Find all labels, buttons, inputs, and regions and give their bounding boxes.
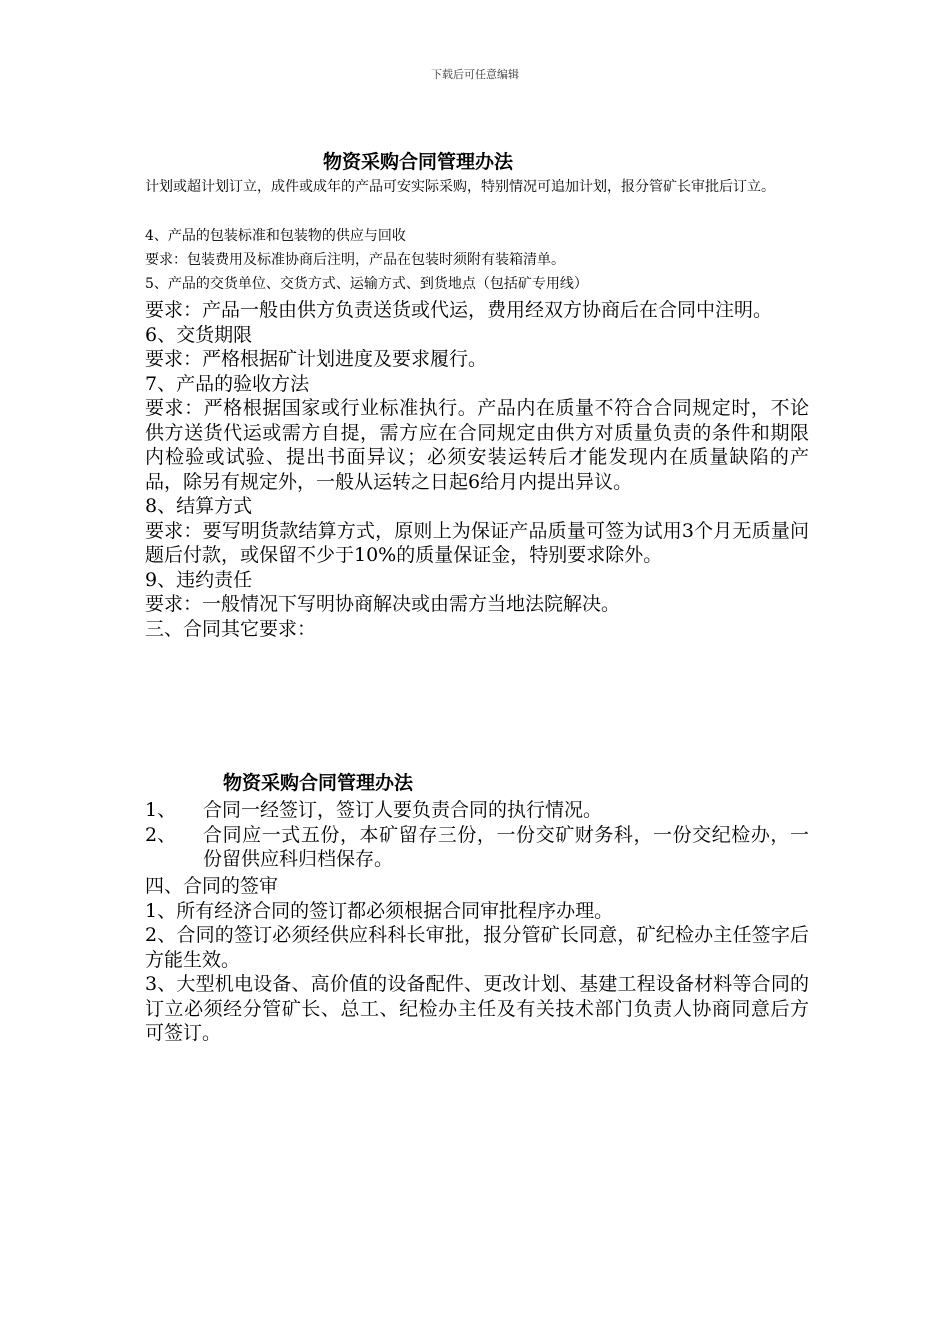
list-text: 合同一经签订，签订人要负责合同的执行情况。 <box>203 799 603 821</box>
paragraph: 计划或超计划订立，成件或成年的产品可安实际采购，特别情况可追加计划，报分管矿长审批后订立。 <box>145 179 775 195</box>
paragraph: 1、所有经济合同的签订都必须根据合同审批程序办理。 <box>145 899 614 922</box>
list-text: 合同应一式五份，本矿留存三份，一份交矿财务科，一份交纪检办，一份留供应科归档保存。 <box>203 823 809 870</box>
document-title: 物资采购合同管理办法 <box>323 151 514 173</box>
paragraph: 要求：产品一般由供方负责送货或代运，费用经双方协商后在合同中注明。 <box>145 299 773 321</box>
paragraph: 5、产品的交货单位、交货方式、运输方式、到货地点（包括矿专用线） <box>145 276 588 292</box>
section-heading: 四、合同的签审 <box>145 875 279 897</box>
paragraph: 要求：要写明货款结算方式，原则上为保证产品质量可签为试用3个月无质量问题后付款，或保留不少于10%的质量保证金，特别要求除外。 <box>145 519 809 566</box>
section-heading: 6、交货期限 <box>145 323 253 346</box>
section-heading: 7、产品的验收方法 <box>145 372 310 395</box>
packaging-delivery-paragraphs <box>145 224 815 296</box>
requirements-section <box>145 298 809 641</box>
intro-paragraphs <box>145 175 815 199</box>
section-heading: 三、合同其它要求： <box>145 617 317 640</box>
paragraph: 3、大型机电设备、高价值的设备配件、更改计划、基建工程设备材料等合同的订立必须经分管矿长、总工、纪检办主任及有关技术部门负责人协商同意后方可签订。 <box>145 973 809 1044</box>
list-item <box>145 823 809 872</box>
header-note: 下载后可任意编辑 <box>431 68 519 81</box>
list-number: 2、 <box>145 823 177 846</box>
numbered-list <box>145 798 809 872</box>
paragraph: 要求：严格根据国家或行业标准执行。产品内在质量不符合合同规定时，不论供方送货代运或需方自提，需方应在合同规定由供方对质量负责的条件和期限内检验或试验、提出书面异议；必须安装运转后才能发现内在质量缺陷的产品，除另有规定外，一般从运转之日起6给月内提出异议。 <box>145 397 809 493</box>
list-item <box>145 798 809 823</box>
section-heading: 9、违约责任 <box>145 568 253 591</box>
paragraph: 4、产品的包装标准和包装物的供应与回收 <box>145 228 406 244</box>
list-number: 1、 <box>145 799 177 821</box>
paragraph: 要求：一般情况下写明协商解决或由需方当地法院解决。 <box>145 593 621 615</box>
paragraph: 要求：包装费用及标准协商后注明，产品在包装时须附有装箱清单。 <box>145 252 565 268</box>
repeated-title: 物资采购合同管理办法 <box>223 772 414 794</box>
contract-review-section <box>145 874 809 1046</box>
section-heading: 8、结算方式 <box>145 495 253 517</box>
paragraph: 要求：严格根据矿计划进度及要求履行。 <box>145 348 488 370</box>
paragraph: 2、合同的签订必须经供应科科长审批，报分管矿长同意，矿纪检办主任签字后方能生效。 <box>145 924 809 971</box>
